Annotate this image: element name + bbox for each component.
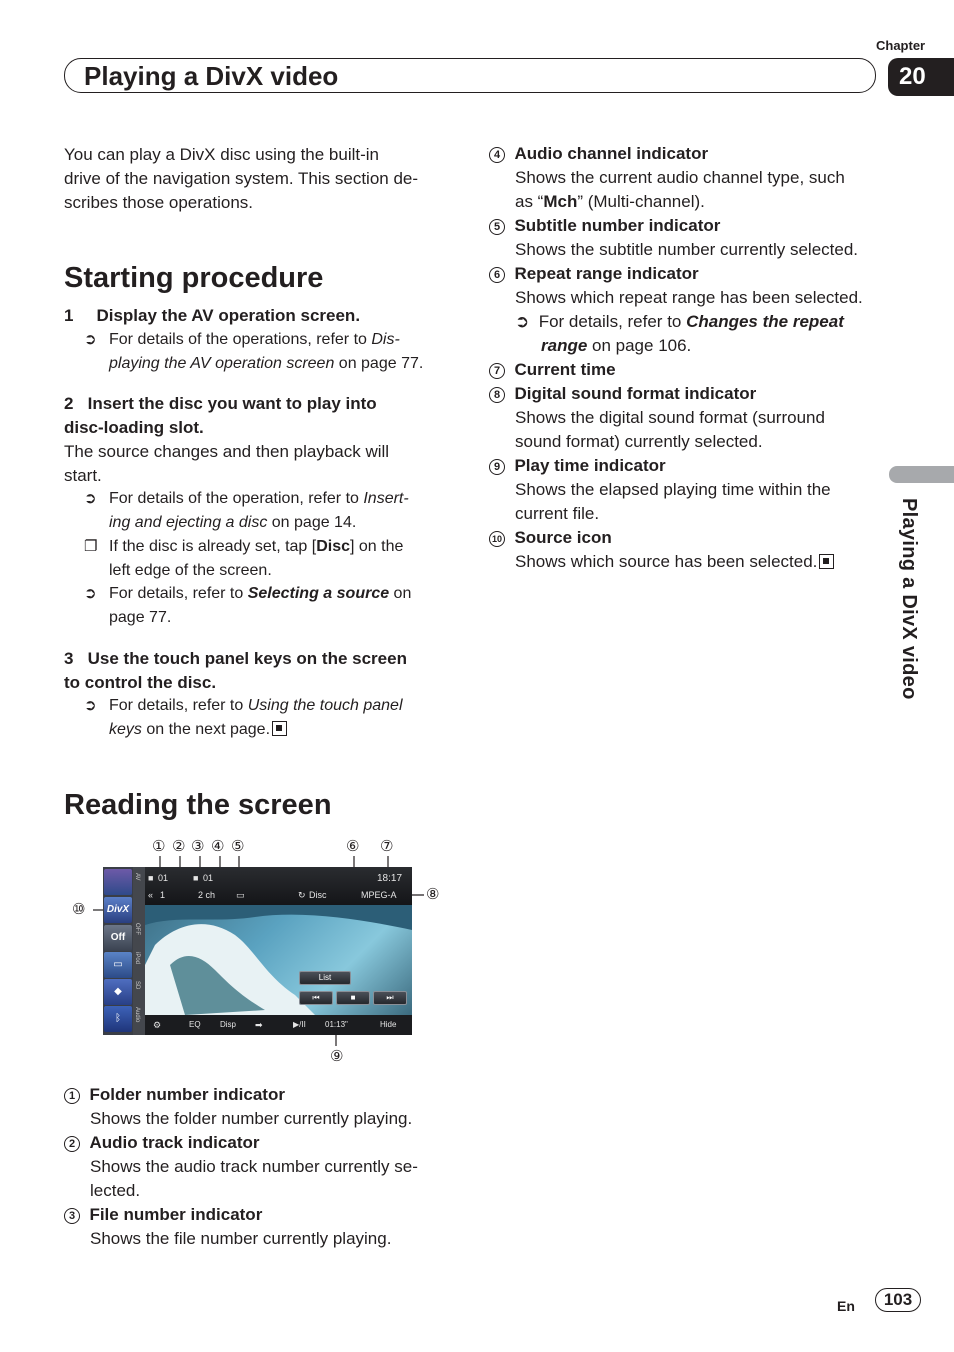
step-1 (64, 304, 360, 328)
chapter-number: 20 (888, 58, 954, 96)
step-2-note-2 (109, 535, 403, 583)
note-text: on (389, 585, 412, 602)
list-button[interactable]: List (299, 971, 351, 985)
play-pause-icon[interactable]: ▶/II (293, 1020, 306, 1029)
item-description: Shows the audio track number currently se- (90, 1157, 418, 1176)
next-button[interactable]: ⏭ (373, 991, 407, 1005)
arrow-bullet-icon: ➲ (84, 331, 97, 348)
step-3-text: to control the disc. (64, 673, 217, 692)
step-1-number: 1 (64, 306, 74, 325)
page-title: Playing a DivX video (84, 61, 339, 91)
item-description: Shows the subtitle number currently selected. (515, 240, 859, 259)
item-description: Shows the current audio channel type, such (515, 168, 845, 187)
list-item (489, 214, 884, 238)
list-item (64, 1131, 464, 1155)
audio-track-icon: « (148, 890, 154, 900)
arrow-bullet-icon: ➲ (84, 585, 97, 602)
checkbox-bullet-icon: ❐ (84, 538, 98, 555)
note-text: on page 14. (267, 514, 357, 531)
source-sd-icon[interactable]: ◆ (104, 979, 132, 1005)
item-description: lected. (90, 1181, 141, 1200)
page-title-frame (64, 58, 876, 93)
step-2-body-line: start. (64, 466, 102, 485)
item-description: Shows which repeat range has been selected. (515, 288, 863, 307)
item-number: 4 (489, 147, 505, 163)
source-label: Audio (134, 1007, 140, 1023)
intro-line: drive of the navigation system. This section de- (64, 169, 419, 188)
note-link: playing the AV operation screen (109, 355, 335, 372)
item-description: Shows the digital sound format (surround (515, 408, 825, 427)
end-mark-icon (819, 554, 834, 569)
intro-paragraph (64, 143, 418, 215)
note-link: ing and ejecting a disc (109, 514, 268, 531)
note-link: Insert- (363, 490, 409, 507)
play-time: 01:13" (325, 1020, 348, 1029)
text-run: For details, refer to (538, 312, 687, 331)
intro-line: scribes those operations. (64, 193, 253, 212)
video-image (145, 905, 412, 1015)
eq-key[interactable]: EQ (189, 1020, 201, 1029)
item-description: sound format) currently selected. (515, 432, 763, 451)
item-title: Repeat range indicator (514, 264, 699, 283)
callout-7: ⑦ (380, 838, 394, 855)
callout-5: ⑤ (231, 838, 245, 855)
current-time: 18:17 (377, 873, 403, 884)
item-description (489, 190, 884, 214)
step-3 (64, 647, 407, 695)
subtitle-icon: ▭ (236, 890, 245, 900)
file-icon: ■ (193, 873, 199, 883)
arrow-bullet-icon: ➲ (84, 490, 97, 507)
step-2-note-3 (109, 582, 411, 630)
section-heading-starting: Starting procedure (64, 262, 324, 294)
bottom-key-bar (145, 1015, 412, 1035)
av-screen-figure (103, 867, 412, 1035)
item-number: 8 (489, 387, 505, 403)
note-link: Selecting a source (247, 585, 390, 602)
file-number: 01 (203, 873, 214, 883)
video-frame[interactable] (145, 905, 412, 1015)
list-item (489, 358, 884, 382)
item-description: Shows the file number currently playing. (90, 1229, 392, 1248)
item-title: Folder number indicator (89, 1085, 285, 1104)
item-number: 5 (489, 219, 505, 235)
note-text: left edge of the screen. (109, 562, 272, 579)
note-text: If the disc is already set, tap [ (109, 538, 317, 555)
item-title: Play time indicator (514, 456, 666, 475)
item-title: Current time (514, 360, 616, 379)
audio-track-number: 1 (160, 890, 166, 900)
step-2-text: 2 Insert the disc you want to play into (64, 394, 377, 413)
note-text: ] on the (350, 538, 404, 555)
chapter-label: Chapter (876, 38, 926, 53)
item-title: Audio channel indicator (514, 144, 709, 163)
step-2-body-line: The source changes and then playback will (64, 442, 390, 461)
note-link: Changes the repeat (686, 312, 844, 331)
folder-number: 01 (158, 873, 169, 883)
side-tab-marker (889, 466, 954, 483)
folder-icon: ■ (148, 873, 154, 883)
source-label: OFF (134, 923, 140, 935)
text-run: on page 106. (587, 336, 692, 355)
step-2-note-1 (109, 487, 409, 535)
item-title: Digital sound format indicator (514, 384, 757, 403)
note-link: keys (109, 721, 142, 738)
source-label: AV (134, 873, 140, 881)
note-text: For details of the operations, refer to (109, 331, 372, 348)
item-number: 10 (489, 531, 505, 547)
item-number: 7 (489, 363, 505, 379)
note-text: page 77. (109, 609, 172, 626)
callout-2: ② (172, 838, 186, 855)
callout-8: ⑧ (426, 886, 440, 903)
note-link: Using the touch panel (247, 697, 403, 714)
sound-format: MPEG-A (361, 890, 397, 900)
note-link: range (541, 336, 588, 355)
source-labels (133, 867, 145, 1035)
callout-6: ⑥ (346, 838, 360, 855)
callout-9: ⑨ (330, 1048, 344, 1065)
forward-arrow-icon[interactable]: ➡ (255, 1020, 263, 1030)
item-number: 3 (64, 1208, 80, 1224)
callout-3: ③ (191, 838, 205, 855)
disc-key-label: Disc (316, 538, 351, 555)
step-1-note (109, 328, 423, 376)
item-title: Source icon (514, 528, 612, 547)
text-run: ” (Multi-channel). (577, 192, 705, 211)
list-item (489, 454, 884, 478)
source-divx-icon[interactable]: DivX (104, 897, 132, 923)
step-2-text: disc-loading slot. (64, 418, 204, 437)
source-label: iPod (134, 952, 140, 965)
item-title: Subtitle number indicator (514, 216, 721, 235)
settings-icon[interactable]: ⚙ (153, 1020, 162, 1030)
item-note (489, 334, 884, 358)
callout-4: ④ (211, 838, 225, 855)
list-item (489, 382, 884, 406)
repeat-range: Disc (309, 890, 327, 900)
source-off-icon[interactable]: Off (104, 925, 132, 951)
intro-line: You can play a DivX disc using the built-in (64, 145, 379, 164)
note-text: For details, refer to (109, 697, 248, 714)
list-item (489, 526, 884, 550)
end-mark-icon (272, 721, 287, 736)
item-title: Audio track indicator (89, 1133, 260, 1152)
source-av-icon[interactable] (104, 869, 132, 895)
list-item (64, 1083, 464, 1107)
item-number: 6 (489, 267, 505, 283)
source-bluetooth-icon[interactable]: ᛒ (104, 1006, 132, 1032)
note-text: For details, refer to (109, 585, 248, 602)
item-number: 1 (64, 1088, 80, 1104)
step-3-note (109, 694, 403, 742)
page-number: 103 (875, 1288, 921, 1312)
step-2 (64, 392, 377, 440)
note-text: For details of the operation, refer to (109, 490, 364, 507)
section-heading-reading: Reading the screen (64, 789, 332, 821)
item-description: Shows the elapsed playing time within the (515, 480, 831, 499)
indicator-list-left (64, 1083, 464, 1251)
note-text: on the next page. (141, 721, 271, 738)
item-note (489, 310, 884, 334)
list-item (489, 262, 884, 286)
arrow-bullet-icon: ➲ (84, 697, 97, 714)
audio-channel: 2 ch (198, 890, 216, 900)
info-bar (145, 867, 412, 905)
step-1-text: Display the AV operation screen. (96, 306, 361, 325)
source-column (103, 867, 133, 1035)
text-run: as “ (515, 192, 544, 211)
step-2-body (64, 440, 389, 488)
language-label: En (837, 1298, 855, 1314)
list-item (489, 142, 884, 166)
note-text: on page 77. (334, 355, 424, 372)
arrow-bullet-icon: ➲ (515, 312, 530, 331)
item-description: current file. (515, 504, 600, 523)
stop-button[interactable]: ■ (336, 991, 370, 1005)
item-description (489, 550, 884, 574)
source-label: SD (134, 981, 140, 990)
side-tab-label: Playing a DivX video (898, 498, 920, 700)
indicator-list-right (489, 142, 884, 574)
item-title: File number indicator (89, 1205, 263, 1224)
list-item (64, 1203, 464, 1227)
disp-key[interactable]: Disp (220, 1020, 237, 1029)
item-description: Shows the folder number currently playing. (90, 1109, 413, 1128)
step-3-text: 3 Use the touch panel keys on the screen (64, 649, 407, 668)
previous-button[interactable]: ⏮ (299, 991, 333, 1005)
note-link: Dis- (371, 331, 400, 348)
source-ipod-icon[interactable]: ▭ (104, 952, 132, 978)
callout-1: ① (152, 838, 166, 855)
item-number: 9 (489, 459, 505, 475)
text-run: Mch (543, 192, 578, 211)
text-run: Shows which source has been selected. (515, 552, 818, 571)
repeat-icon: ↻ (298, 890, 306, 900)
item-number: 2 (64, 1136, 80, 1152)
callout-10: ⑩ (72, 901, 86, 918)
hide-key[interactable]: Hide (380, 1020, 397, 1029)
